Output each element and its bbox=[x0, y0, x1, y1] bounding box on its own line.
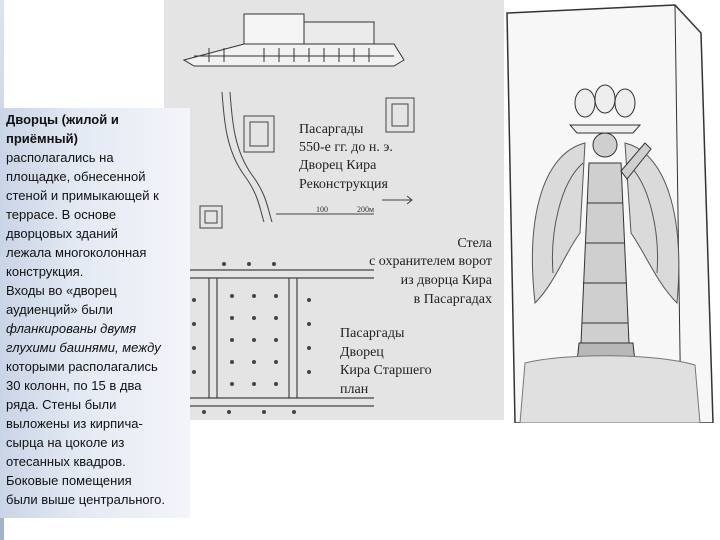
text-line: лежала многоколонная bbox=[6, 245, 147, 260]
text-line: выложены из кирпича- bbox=[6, 416, 143, 431]
text-line: ряда. Стены были bbox=[6, 397, 117, 412]
palace-reconstruction-drawing bbox=[184, 14, 404, 66]
text-line: которыми располагались bbox=[6, 359, 158, 374]
text-line: террасе. В основе bbox=[6, 207, 117, 222]
plan-scale-label-200m: 200м bbox=[357, 205, 375, 214]
plan-caption-line: 550-е гг. до н. э. bbox=[299, 140, 393, 155]
stele-caption-line: с охранителем ворот bbox=[369, 254, 492, 269]
plan-caption-line: Дворец Кира bbox=[299, 158, 377, 173]
stele-caption-line: в Пасаргадах bbox=[413, 292, 492, 307]
palace-plan-illustration bbox=[164, 0, 504, 420]
text-line: располагались на bbox=[6, 150, 114, 165]
text-line: конструкция. bbox=[6, 264, 84, 279]
stele-caption-line: Стела bbox=[457, 236, 492, 251]
floorplan-caption-line: Пасаргады bbox=[340, 326, 405, 341]
text-line: аудиенций» были bbox=[6, 302, 113, 317]
floorplan-caption-line: Кира Старшего bbox=[340, 363, 432, 378]
plan-caption bbox=[299, 122, 393, 192]
stele-caption-line: из дворца Кира bbox=[400, 273, 492, 288]
text-line: Боковые помещения bbox=[6, 473, 132, 488]
plan-scale-label-100: 100 bbox=[316, 205, 328, 214]
text-line: площадке, обнесенной bbox=[6, 169, 146, 184]
floorplan-caption-line: Дворец bbox=[340, 345, 384, 360]
guardian-crown bbox=[570, 85, 640, 133]
floorplan-caption bbox=[340, 326, 432, 397]
text-line: дворцовых зданий bbox=[6, 226, 118, 241]
text-line: Дворцы (жилой и bbox=[6, 112, 119, 127]
text-line: глухими башнями, между bbox=[6, 340, 161, 355]
floorplan-caption-line: план bbox=[340, 382, 369, 397]
text-line: сырца на цоколе из bbox=[6, 435, 125, 450]
text-line: отесанных квадров. bbox=[6, 454, 126, 469]
plan-caption-line: Реконструкция bbox=[299, 177, 388, 192]
stele-guardian-illustration bbox=[505, 3, 720, 423]
text-line: фланкированы двумя bbox=[6, 321, 137, 336]
text-line: приёмный) bbox=[6, 131, 78, 146]
plan-caption-line: Пасаргады bbox=[299, 122, 364, 137]
text-line: 30 колонн, по 15 в два bbox=[6, 378, 142, 393]
floorplan-columns bbox=[192, 262, 311, 414]
text-line: были выше центрального. bbox=[6, 492, 165, 507]
text-line: стеной и примыкающей к bbox=[6, 188, 159, 203]
text-line: Входы во «дворец bbox=[6, 283, 117, 298]
palace-description-text bbox=[6, 110, 188, 509]
stele-caption bbox=[369, 236, 493, 307]
